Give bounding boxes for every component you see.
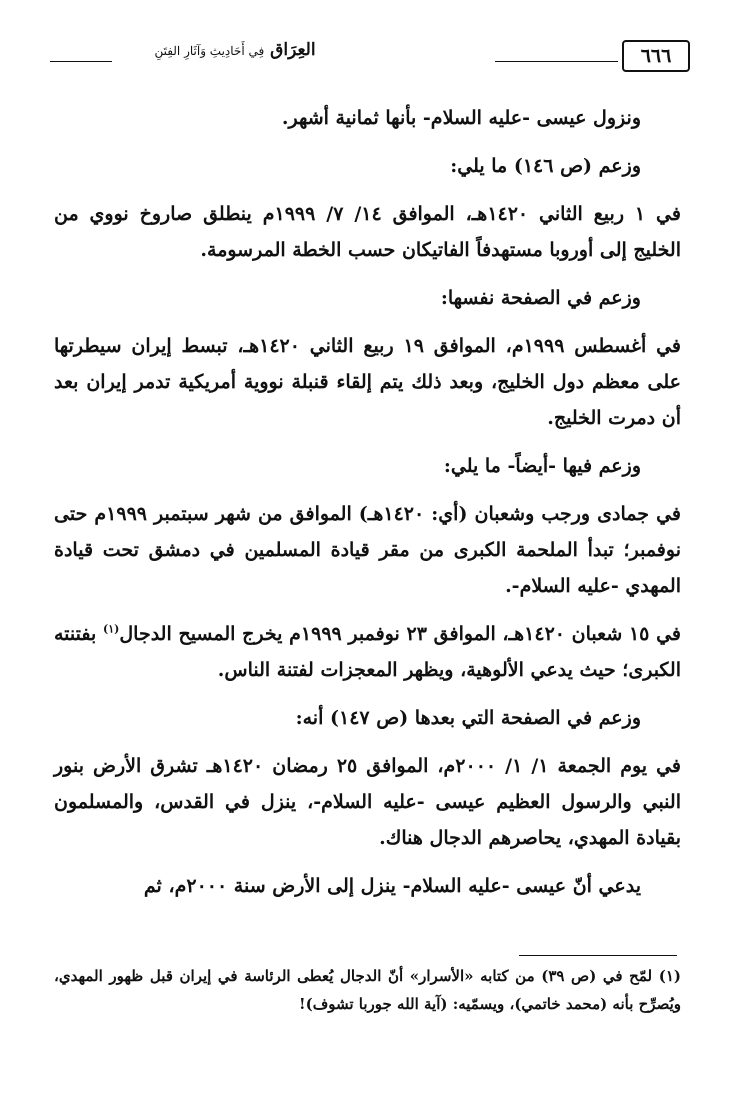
paragraph: يدعي أنّ عيسى -عليه السلام- ينزل إلى الأرض سنة ٢٠٠٠م، ثم (143, 875, 641, 897)
paragraph: وزعم في الصفحة نفسها: (440, 287, 641, 309)
header-rule-right (495, 61, 618, 62)
paragraph: ونزول عيسى -عليه السلام- بأنها ثمانية أشهر. (281, 107, 641, 129)
paragraph: في أغسطس ١٩٩٩م، الموافق ١٩ ربيع الثاني ١٤٢٠هـ، تبسط إيران سيطرتها على معظم دول الخليج، وبعد ذلك يتم إلقاء قنبلة نووية أمريكية تدمر إيران بعد أن دمرت الخليج. (54, 335, 682, 429)
footnote-separator (519, 955, 677, 956)
paragraph: في يوم الجمعة ١/ ١/ ٢٠٠٠م، الموافق ٢٥ رمضان ١٤٢٠هـ تشرق الأرض بنور النبي والرسول العظيم عيسى -عليه السلام-، ينزل في القدس، والمسلمون بقيادة المهدي، يحاصرهم الدجال هناك. (54, 755, 681, 849)
main-text (54, 100, 681, 904)
paragraph (54, 616, 681, 688)
paragraph: وزعم فيها -أيضاً- ما يلي: (443, 455, 641, 477)
paragraph: وزعم في الصفحة التي بعدها (ص ١٤٧) أنه: (295, 707, 641, 729)
footnote-text: (١) لمّح في (ص ٣٩) من كتابه «الأسرار» أنّ الدجال يُعطى الرئاسة في إيران قبل ظهور المهدي، ويُصرِّح بأنه (محمد خاتمي)، ويسمّيه: (آية الله جوربا تشوف)! (54, 967, 681, 1013)
footnote-marker[interactable]: (١) (103, 622, 120, 636)
page-number: ٦٦٦ (622, 40, 690, 72)
page-header (50, 36, 690, 80)
paragraph-text: بفتنته الكبرى؛ حيث يدعي الألوهية، ويظهر المعجزات لفتنة الناس. (54, 623, 681, 681)
paragraph-text: في ١٥ شعبان ١٤٢٠هـ، الموافق ٢٣ نوفمبر ١٩٩٩م يخرج المسيح الدجال (119, 623, 681, 645)
running-title (120, 40, 350, 60)
paragraph: في جمادى ورجب وشعبان (أي: ١٤٢٠هـ) الموافق من شهر سبتمبر ١٩٩٩م حتى نوفمبر؛ تبدأ الملحمة الكبرى من مقر قيادة المسلمين في دمشق تحت قيادة المهدي -عليه السلام-. (54, 503, 681, 597)
running-title-main: العِرَاق (270, 40, 316, 60)
running-title-sub: فِي أَحَادِيثِ وَآثَارِ الفِتَنِ (154, 44, 265, 58)
header-rule-left (50, 61, 112, 62)
footnote (54, 962, 681, 1018)
paragraph: وزعم (ص ١٤٦) ما يلي: (450, 155, 641, 177)
paragraph: في ١ ربيع الثاني ١٤٢٠هـ، الموافق ١٤/ ٧/ ١٩٩٩م ينطلق صاروخ نووي من الخليج إلى أوروبا مستهدفاً الفاتيكان حسب الخطة المرسومة. (54, 203, 681, 261)
